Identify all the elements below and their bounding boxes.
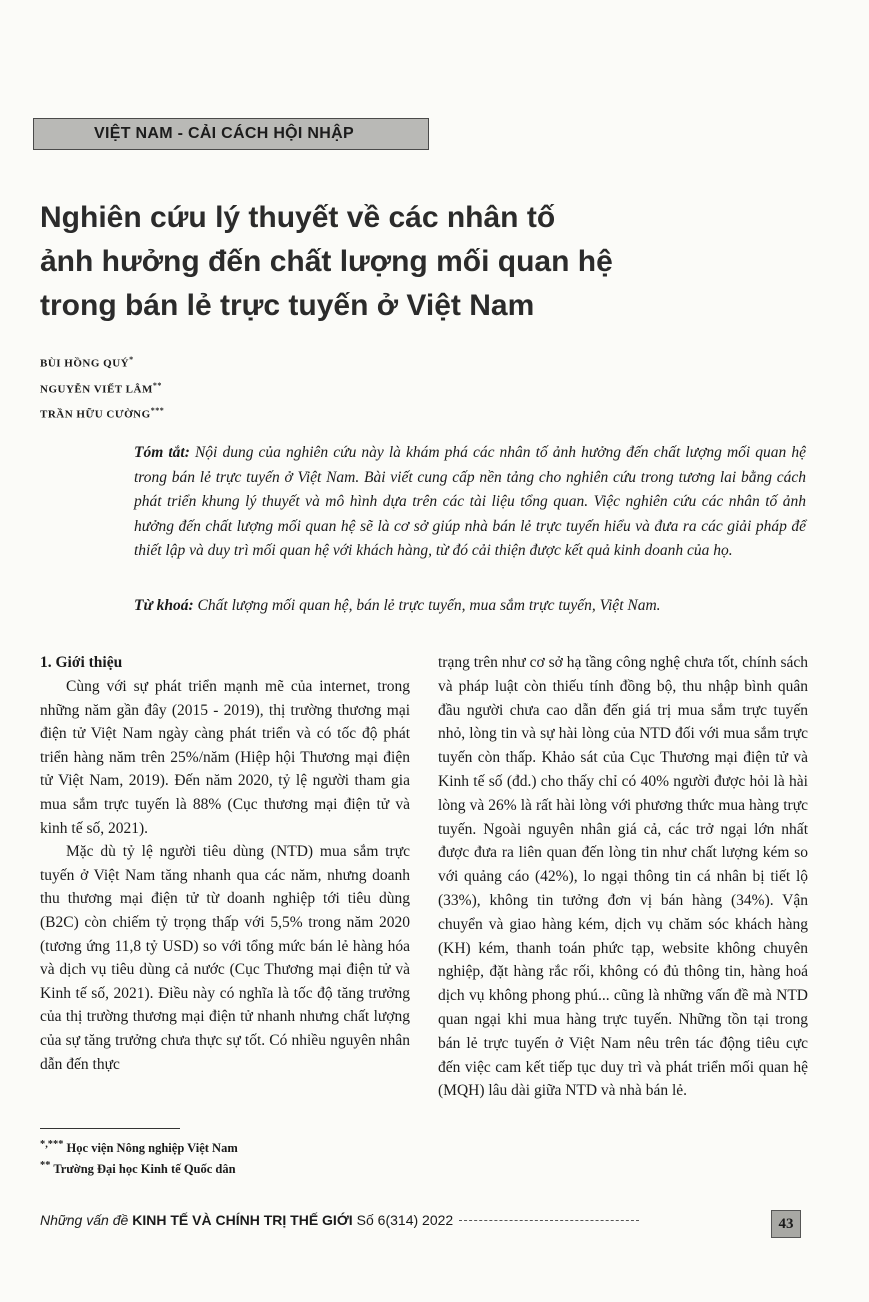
footnotes [40, 1136, 238, 1178]
right-column [438, 651, 808, 1103]
title-line: Nghiên cứu lý thuyết về các nhân tố [40, 201, 556, 234]
left-column [40, 651, 410, 1076]
title-line: ảnh hưởng đến chất lượng mối quan hệ [40, 245, 613, 278]
author: TRẦN HỮU CƯỜNG*** [40, 406, 165, 421]
footer-rule [459, 1220, 639, 1221]
section-banner [33, 118, 429, 150]
author-list [40, 349, 164, 426]
page-number: 43 [771, 1210, 801, 1238]
page-footer [40, 1210, 740, 1230]
abstract-text: Nội dung của nghiên cứu này là khám phá các nhân tố ảnh hưởng đến chất lượng mối quan hệ trong bán lẻ trực tuyến ở Việt Nam. Bài viết cung cấp nền tảng cho nghiên cứu trong tương lai bằng cách phát triển khung lý thuyết và mô hình dựa trên các tài liệu tổng quan. Việc nghiên cứu các nhân tố ảnh hưởng đến chất lượng mối quan hệ sẽ là cơ sở giúp nhà bán lẻ trực tuyến hiểu và đưa ra các giải pháp để thiết lập và duy trì mối quan hệ với khách hàng, từ đó cải thiện được kết quả kinh doanh của họ. [134, 444, 806, 560]
abstract [134, 441, 806, 564]
paragraph: Mặc dù tỷ lệ người tiêu dùng (NTD) mua sắm trực tuyến ở Việt Nam tăng nhanh qua các năm, nhưng doanh thu thương mại điện tử từ doanh nghiệp tới tiêu dùng (B2C) còn chiếm tỷ trọng thấp với 5,5% trong năm 2020 (tương ứng 11,8 tỷ USD) so với tổng mức bán lẻ hàng hóa và dịch vụ tiêu dùng cả nước (Cục Thương mại điện tử và Kinh tế số, 2021). Điều này có nghĩa là tốc độ tăng trưởng của thị trường thương mại điện tử nhanh nhưng chất lượng của sự tăng trưởng chưa thực sự tốt. Có nhiều nguyên nhân dẫn đến thực [40, 843, 410, 1073]
author: NGUYỄN VIẾT LÂM** [40, 380, 162, 396]
keywords [134, 594, 814, 619]
keywords-label: Từ khoá: [134, 597, 194, 614]
section-label: VIỆT NAM - CẢI CÁCH HỘI NHẬP [94, 125, 354, 142]
footnote-divider [40, 1128, 180, 1129]
footnote: *,*** Học viện Nông nghiệp Việt Nam [40, 1139, 238, 1156]
journal-prefix: Những vấn đề [40, 1212, 129, 1228]
title-line: trong bán lẻ trực tuyến ở Việt Nam [40, 289, 535, 322]
paragraph: Cùng với sự phát triển mạnh mẽ của internet, trong những năm gần đây (2015 - 2019), thị trường thương mại điện tử Việt Nam ngày càng phát triển và có tốc độ phát triển hàng năm trên 25%/năm (Hiệp hội Thương mại điện tử Việt Nam, 2019). Đến năm 2020, tỷ lệ người tham gia mua sắm trực tuyến là 88% (Cục thương mại điện tử và kinh tế số, 2021). [40, 678, 410, 837]
issue-number: Số 6(314) 2022 [356, 1212, 454, 1228]
section-heading: 1. Giới thiệu [40, 654, 123, 671]
journal-name: KINH TẾ VÀ CHÍNH TRỊ THẾ GIỚI [132, 1212, 353, 1228]
keywords-text: Chất lượng mối quan hệ, bán lẻ trực tuyến, mua sắm trực tuyến, Việt Nam. [197, 597, 661, 614]
article-title [40, 196, 800, 328]
footnote: ** Trường Đại học Kinh tế Quốc dân [40, 1160, 236, 1177]
abstract-label: Tóm tắt: [134, 444, 190, 461]
author: BÙI HỒNG QUÝ* [40, 355, 134, 370]
paragraph: trạng trên như cơ sở hạ tầng công nghệ chưa tốt, chính sách và pháp luật còn thiếu tính đồng bộ, thu nhập bình quân đầu người chưa cao dẫn đến giá trị mua sắm trực tuyến nhỏ, lòng tin và sự hài lòng của NTD đối với mua sắm trực tuyến còn thấp. Khảo sát của Cục Thương mại điện tử và Kinh tế số (đd.) cho thấy chỉ có 40% người được hỏi là hài lòng và 26% là rất hài lòng với phương thức mua hàng trực tuyến. Ngoài nguyên nhân giá cả, các trở ngại lớn nhất được đưa ra liên quan đến lòng tin như chất lượng kém so với quảng cáo (42%), lo ngại thông tin cá nhân bị tiết lộ (33%), không tin tưởng đơn vị bán hàng (34%). Vận chuyển và giao hàng kém, dịch vụ chăm sóc khách hàng (KH) kém, thanh toán phức tạp, website không chuyên nghiệp, đặt hàng rắc rối, không có đủ thông tin, hàng hoá dịch vụ không phong phú... cũng là những vấn đề mà NTD quan ngại khi mua hàng trực tuyến. Những tồn tại trong bán lẻ trực tuyến ở Việt Nam nêu trên tác động tiêu cực đến việc cam kết tiếp tục duy trì và phát triển mối quan hệ (MQH) lâu dài giữa NTD và nhà bán lẻ. [438, 654, 808, 1100]
